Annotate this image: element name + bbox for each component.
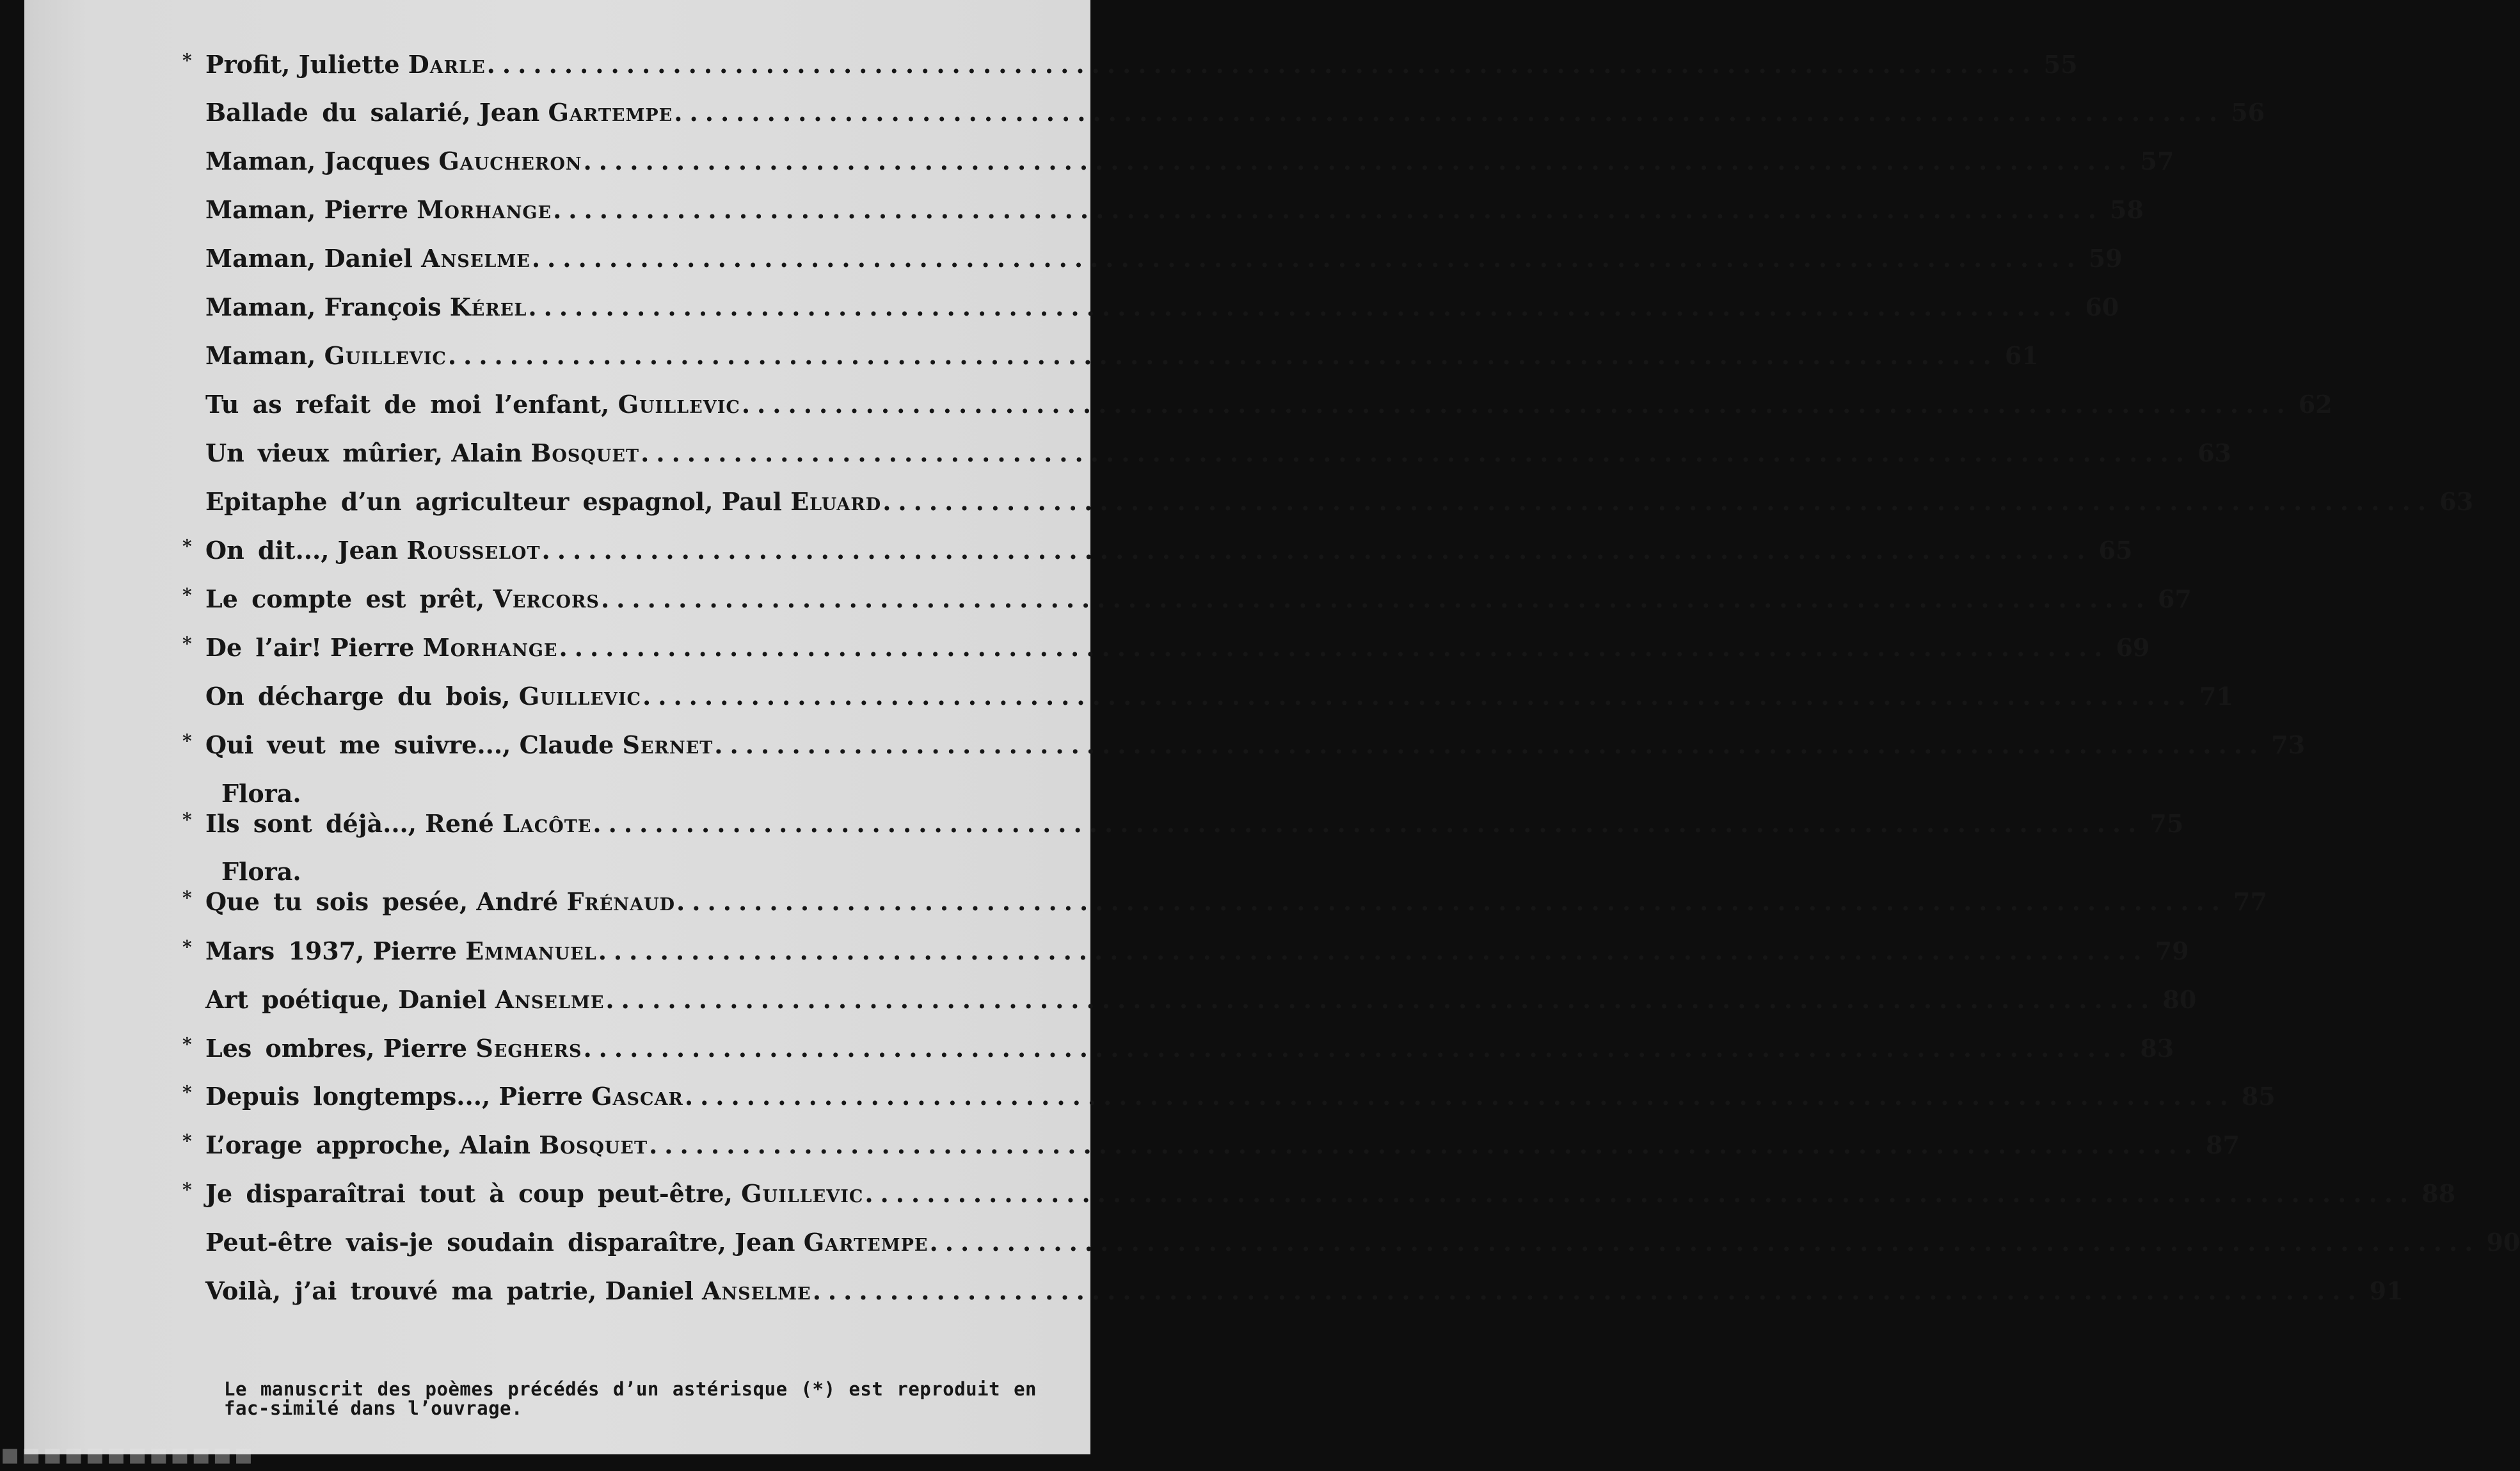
poem-title: Que tu sois pesée,: [205, 887, 468, 916]
author-first-name: Pierre: [372, 936, 457, 965]
author-first-name: Pierre: [498, 1082, 583, 1111]
poem-title: Voilà, j’ai trouvé ma patrie,: [205, 1276, 597, 1305]
page-number: 63: [2197, 438, 2231, 467]
author-first-name: Pierre: [324, 195, 409, 224]
book-page: [24, 0, 2520, 1454]
toc-entry: [205, 244, 2123, 273]
author-last-name: Kérel: [449, 293, 527, 321]
asterisk-marker: *: [182, 584, 192, 606]
page-number: 90: [2486, 1228, 2520, 1257]
author-last-name: Rousselot: [406, 536, 541, 565]
toc-entry: [205, 438, 2231, 468]
asterisk-marker: *: [182, 1034, 192, 1055]
author-last-name: Darle: [408, 50, 486, 79]
author-first-name: Alain: [451, 438, 522, 467]
poem-title: Maman,: [205, 341, 316, 370]
author-last-name: Gaucheron: [438, 147, 582, 175]
page-number: 77: [2233, 887, 2267, 916]
page-number: 87: [2206, 1130, 2240, 1159]
toc-entry: [182, 50, 2078, 79]
poem-title: Qui veut me suivre...,: [205, 730, 511, 759]
page-number: 57: [2140, 147, 2174, 175]
page-number: 73: [2271, 730, 2306, 759]
dot-leader: ....................................................................................................: [593, 809, 2144, 838]
page-number: 65: [2098, 536, 2133, 565]
dot-leader: ....................................................................................................: [741, 390, 2292, 419]
poem-title: Art poétique,: [205, 985, 390, 1014]
dot-leader: ....................................................................................................: [882, 487, 2434, 516]
asterisk-marker: *: [182, 50, 192, 71]
author-last-name: Guillevic: [741, 1179, 864, 1208]
toc-entry: [182, 809, 2184, 839]
author-last-name: Morhange: [422, 633, 558, 662]
author-first-name: François: [324, 293, 442, 321]
dot-leader: ....................................................................................................: [598, 936, 2149, 965]
dot-leader: ....................................................................................................: [649, 1130, 2200, 1159]
author-last-name: Seghers: [475, 1034, 582, 1063]
poem-title: On dit...,: [205, 536, 330, 565]
author-last-name: Anselme: [421, 244, 530, 273]
toc-entry: [205, 985, 2197, 1015]
author-last-name: Sernet: [622, 730, 714, 759]
asterisk-marker: *: [182, 536, 192, 557]
dot-leader: ....................................................................................................: [929, 1228, 2480, 1257]
author-last-name: Vercors: [493, 584, 600, 613]
author-first-name: Jean: [735, 1228, 795, 1257]
illustration-label: Flora.: [221, 779, 301, 808]
poem-title: De l’air!: [205, 633, 322, 662]
page-number: 88: [2421, 1179, 2456, 1208]
page-number: 62: [2298, 390, 2333, 419]
poem-title: Maman,: [205, 147, 316, 175]
page-number: 59: [2088, 244, 2123, 273]
author-first-name: Jacques: [324, 147, 431, 175]
author-last-name: Frénaud: [566, 887, 676, 916]
dot-leader: ....................................................................................................: [531, 244, 2082, 273]
dot-leader: ....................................................................................................: [559, 633, 2110, 662]
author-last-name: Emmanuel: [465, 936, 597, 965]
author-first-name: Jean: [479, 98, 540, 127]
dot-leader: ....................................................................................................: [553, 195, 2104, 224]
author-first-name: Claude: [519, 730, 614, 759]
author-last-name: Bosquet: [539, 1130, 648, 1159]
page-number: 56: [2231, 98, 2265, 127]
dot-leader: ....................................................................................................: [486, 50, 2038, 79]
poem-title: Ballade du salarié,: [205, 98, 471, 127]
dot-leader: ....................................................................................................: [642, 682, 2193, 711]
poem-title: Depuis longtemps...,: [205, 1082, 491, 1111]
page-number: 79: [2155, 936, 2189, 965]
author-first-name: Daniel: [398, 985, 487, 1014]
poem-title: On décharge du bois,: [205, 682, 511, 711]
poem-title: Maman,: [205, 244, 316, 273]
author-last-name: Guillevic: [618, 390, 740, 419]
author-last-name: Morhange: [417, 195, 552, 224]
toc-entry: [205, 341, 2039, 371]
dot-leader: ....................................................................................................: [541, 536, 2093, 565]
poem-title: Un vieux mûrier,: [205, 438, 443, 467]
poem-title: Mars 1937,: [205, 936, 365, 965]
author-last-name: Lacôte: [502, 809, 592, 838]
author-first-name: René: [425, 809, 494, 838]
author-last-name: Guillevic: [324, 341, 447, 370]
toc-entry: [205, 98, 2265, 127]
dot-leader: ....................................................................................................: [605, 985, 2157, 1014]
author-last-name: Gartempe: [803, 1228, 929, 1257]
author-last-name: Bosquet: [530, 438, 640, 467]
toc-entry: [205, 390, 2333, 419]
poem-title: Profit,: [205, 50, 291, 79]
author-first-name: Jean: [337, 536, 399, 565]
toc-entry: [182, 1130, 2240, 1160]
dot-leader: ....................................................................................................: [528, 293, 2079, 321]
footnote: Le manuscrit des poèmes précédés d’un astérisque (*) est reproduit en fac-similé dans l’ouvrage.: [224, 1378, 1037, 1419]
toc-entry: [182, 936, 2189, 966]
poem-title: Maman,: [205, 195, 316, 224]
poem-title: Le compte est prêt,: [205, 584, 485, 613]
dot-leader: ....................................................................................................: [714, 730, 2265, 759]
page-number: 60: [2085, 293, 2119, 321]
asterisk-marker: *: [182, 633, 192, 654]
author-first-name: Juliette: [298, 50, 400, 79]
dot-leader: ....................................................................................................: [676, 887, 2227, 916]
page-number: 58: [2110, 195, 2144, 224]
asterisk-marker: *: [182, 730, 192, 752]
asterisk-marker: *: [182, 936, 192, 958]
toc-entry: [205, 682, 2233, 711]
poem-title: Je disparaîtrai tout à coup peut-être,: [205, 1179, 733, 1208]
toc-entry: [205, 293, 2119, 322]
dot-leader: ....................................................................................................: [600, 584, 2151, 613]
asterisk-marker: *: [182, 887, 192, 908]
dot-leader: ....................................................................................................: [674, 98, 2225, 127]
toc-entry: [182, 1034, 2174, 1063]
author-first-name: Daniel: [605, 1276, 694, 1305]
author-last-name: Gartempe: [548, 98, 673, 127]
page-number: 80: [2162, 985, 2197, 1014]
toc-entry: [205, 147, 2174, 176]
poem-title: Les ombres,: [205, 1034, 375, 1063]
toc-entry: [182, 633, 2150, 663]
toc-entry: [182, 887, 2267, 917]
author-first-name: Pierre: [330, 633, 415, 662]
toc-entry: [205, 1276, 2404, 1306]
dot-leader: ....................................................................................................: [583, 147, 2134, 175]
page-number: 71: [2199, 682, 2233, 711]
author-last-name: Guillevic: [518, 682, 641, 711]
toc-entry: [182, 1082, 2276, 1111]
author-first-name: Pierre: [383, 1034, 468, 1063]
asterisk-marker: *: [182, 1179, 192, 1200]
page-number: 69: [2116, 633, 2150, 662]
asterisk-marker: *: [182, 1130, 192, 1152]
author-last-name: Gascar: [591, 1082, 683, 1111]
illustration-label: Flora.: [221, 857, 301, 886]
asterisk-marker: *: [182, 809, 192, 830]
toc-entry: [182, 584, 2192, 614]
dot-leader: ....................................................................................................: [447, 341, 1998, 370]
toc-entry: [182, 1179, 2456, 1209]
page-number: 75: [2149, 809, 2184, 838]
page-number: 83: [2140, 1034, 2174, 1063]
toc-entry: [205, 487, 2474, 517]
toc-entry: [205, 1228, 2520, 1257]
toc-entry: [182, 730, 2306, 760]
author-first-name: Alain: [459, 1130, 530, 1159]
dot-leader: ....................................................................................................: [641, 438, 2192, 467]
author-last-name: Eluard: [790, 487, 882, 516]
asterisk-marker: *: [182, 1082, 192, 1103]
dot-leader: ....................................................................................................: [812, 1276, 2363, 1305]
watermark: ▪▪▪▪▪▪▪▪▪▪▪▪: [0, 1436, 255, 1471]
page-number: 55: [2043, 50, 2078, 79]
poem-title: Maman,: [205, 293, 316, 321]
author-last-name: Anselme: [495, 985, 605, 1014]
poem-title: Peut-être vais-je soudain disparaître,: [205, 1228, 726, 1257]
page-number: 85: [2241, 1082, 2276, 1111]
author-first-name: Paul: [721, 487, 782, 516]
author-first-name: Daniel: [324, 244, 413, 273]
page-number: 67: [2157, 584, 2192, 613]
page-number: 91: [2369, 1276, 2404, 1305]
dot-leader: ....................................................................................................: [583, 1034, 2134, 1063]
author-first-name: André: [476, 887, 559, 916]
page-number: 63: [2439, 487, 2474, 516]
author-last-name: Anselme: [702, 1276, 811, 1305]
poem-title: Epitaphe d’un agriculteur espagnol,: [205, 487, 714, 516]
toc-entry: [205, 195, 2144, 225]
dot-leader: ....................................................................................................: [684, 1082, 2235, 1111]
dot-leader: ....................................................................................................: [865, 1179, 2416, 1208]
page-number: 61: [2004, 341, 2039, 370]
poem-title: L’orage approche,: [205, 1130, 452, 1159]
poem-title: Ils sont déjà...,: [205, 809, 417, 838]
poem-title: Tu as refait de moi l’enfant,: [205, 390, 610, 419]
toc-entry: [182, 536, 2133, 565]
